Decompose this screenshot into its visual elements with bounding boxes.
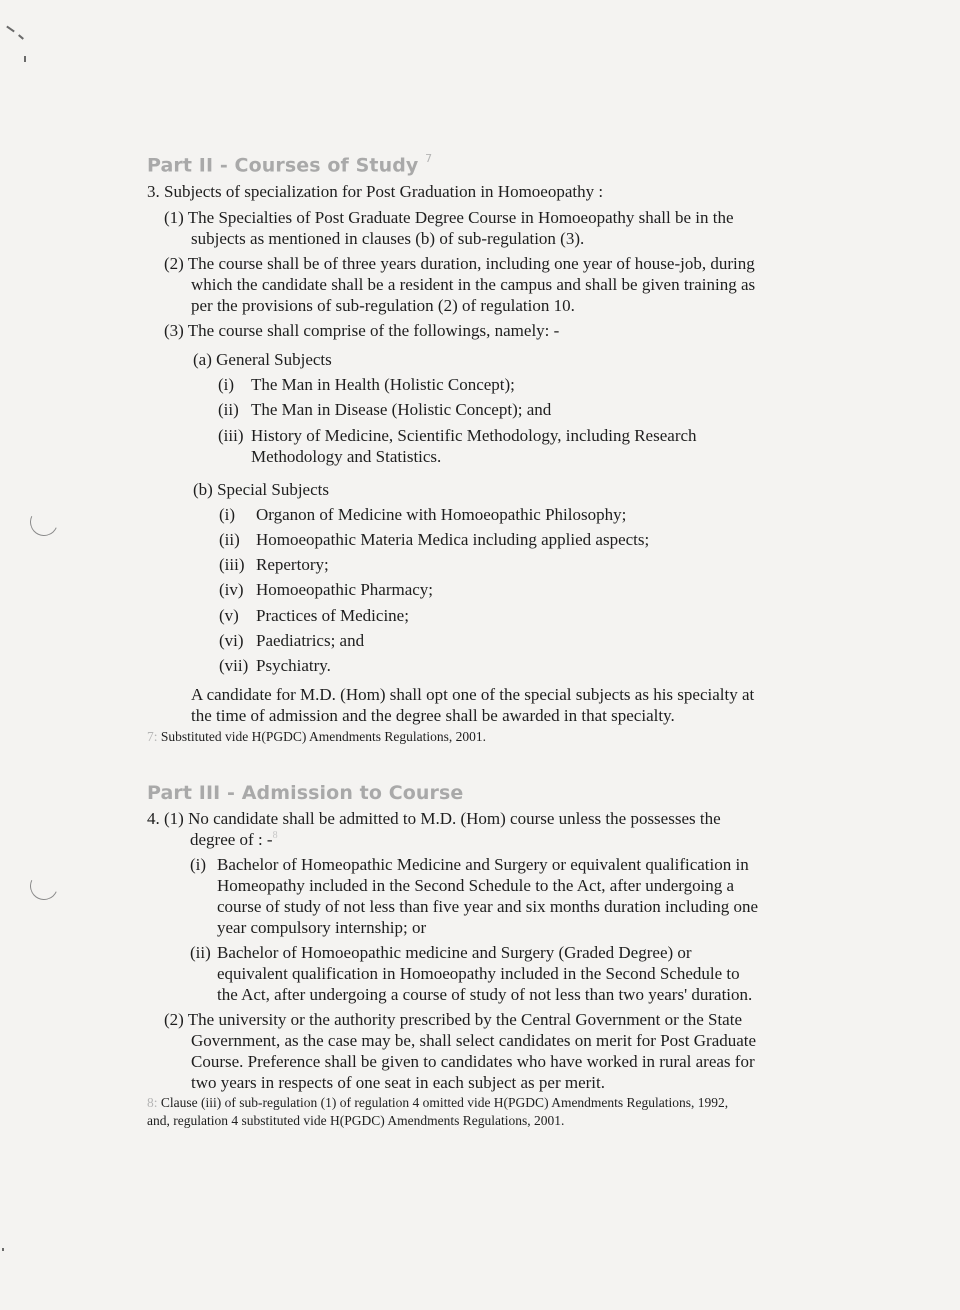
footnote-7-text: Substituted vide H(PGDC) Amendments Regulations, 2001. xyxy=(160,729,487,744)
general-item-continuation: Methodology and Statistics. xyxy=(251,447,442,466)
part-iii-sub-reg-2-line-3: Course. Preference shall be given to candidates who have worked in rural areas for xyxy=(191,1052,755,1071)
part-ii-heading xyxy=(147,154,432,176)
degree-item-ii-line-1: Bachelor of Homoeopathic medicine and Surgery (Graded Degree) or xyxy=(217,943,692,962)
degree-item-i-line-1: Bachelor of Homeopathic Medicine and Surgery or equivalent qualification in xyxy=(217,855,749,874)
special-item-number: (i) xyxy=(219,505,236,524)
part-iii-heading: Part III - Admission to Course xyxy=(147,782,464,804)
part-iii-sub-reg-2-line-1: (2) The university or the authority prescribed by the Central Government or the State xyxy=(164,1010,742,1029)
sub-reg-3: (3) The course shall comprise of the followings, namely: - xyxy=(164,321,560,340)
sub-reg-2-line-1: (2) The course shall be of three years duration, including one year of house-job, during xyxy=(164,254,755,273)
degree-item-i-line-3: course of study of not less than five year and six months duration including one xyxy=(217,897,759,916)
special-item-text: Paediatrics; and xyxy=(256,631,365,650)
special-item-text: Homoeopathic Materia Medica including applied aspects; xyxy=(256,530,650,549)
degree-item-ii-line-2: equivalent qualification in Homoeopathy included in the Second Schedule to xyxy=(217,964,740,983)
sub-reg-2-line-3: per the provisions of sub-regulation (2) of regulation 10. xyxy=(191,296,575,315)
general-item-text: The Man in Disease (Holistic Concept); and xyxy=(251,400,552,419)
special-subjects-heading: (b) Special Subjects xyxy=(193,480,329,499)
special-item-number: (iv) xyxy=(219,580,244,599)
clause-4-footnote-ref: 8 xyxy=(272,830,278,841)
footnote-7-mark: 7: xyxy=(147,729,158,744)
special-item-text: Homoeopathic Pharmacy; xyxy=(256,580,434,599)
degree-item-ii-number: (ii) xyxy=(190,943,211,962)
special-item-text: Practices of Medicine; xyxy=(256,606,409,625)
special-item-number: (v) xyxy=(219,606,239,625)
punch-hole-top xyxy=(26,504,62,540)
sub-reg-1-line-1: (1) The Specialties of Post Graduate Degree Course in Homoeopathy shall be in the xyxy=(164,208,734,227)
footnote-8-line-2: and, regulation 4 substituted vide H(PGDC) Amendments Regulations, 2001. xyxy=(147,1113,565,1128)
special-item-text: Psychiatry. xyxy=(256,656,331,675)
footnote-7 xyxy=(147,728,486,745)
special-item-number: (iii) xyxy=(219,555,245,574)
special-item xyxy=(219,504,626,525)
footnote-8-mark: 8: xyxy=(147,1095,158,1110)
degree-item-i-line-4: year compulsory internship; or xyxy=(217,918,427,937)
general-item xyxy=(218,374,515,395)
special-item xyxy=(219,579,433,600)
candidate-note-line-1: A candidate for M.D. (Hom) shall opt one of the special subjects as his specialty at xyxy=(191,685,755,704)
general-item-number: (ii) xyxy=(218,400,239,419)
special-item xyxy=(219,554,329,575)
part-ii-heading-text: Part II - Courses of Study xyxy=(147,154,419,177)
scan-speck xyxy=(18,34,24,39)
general-item xyxy=(218,399,551,420)
general-item-number: (iii) xyxy=(218,426,244,445)
special-item xyxy=(219,655,331,676)
degree-item-i-number: (i) xyxy=(190,855,207,874)
scan-speck xyxy=(6,26,15,33)
special-item-number: (ii) xyxy=(219,530,240,549)
sub-reg-2-line-2: which the candidate shall be a resident in the campus and shall be given training as xyxy=(191,275,756,294)
scan-speck xyxy=(24,56,26,62)
candidate-note-line-2: the time of admission and the degree shall be awarded in that specialty. xyxy=(191,706,675,725)
part-iii-sub-reg-2-line-4: two years in respects of one seat in each subject as per merit. xyxy=(191,1073,605,1092)
clause-4-line-1: 4. (1) No candidate shall be admitted to M.D. (Hom) course unless the possesses the xyxy=(147,809,721,828)
part-ii-footnote-ref: 7 xyxy=(425,152,433,165)
clause-4-line-2-text: degree of : - xyxy=(190,830,273,849)
degree-item-i-line-2: Homeopathy included in the Second Schedule to the Act, after undergoing a xyxy=(217,876,735,895)
general-item-text: The Man in Health (Holistic Concept); xyxy=(251,375,515,394)
special-item xyxy=(219,605,409,626)
general-item xyxy=(218,425,697,446)
general-subjects-heading: (a) General Subjects xyxy=(193,350,332,369)
footnote-8-text-1: Clause (iii) of sub-regulation (1) of regulation 4 omitted vide H(PGDC) Amendments Regulations, 1992, xyxy=(160,1095,729,1110)
clause-4-line-2 xyxy=(190,829,278,853)
special-item xyxy=(219,529,649,550)
part-iii-sub-reg-2-line-2: Government, as the case may be, shall select candidates on merit for Post Graduate xyxy=(191,1031,757,1050)
general-item-number: (i) xyxy=(218,375,235,394)
punch-hole-bottom xyxy=(26,868,62,904)
special-item-number: (vii) xyxy=(219,656,249,675)
special-item xyxy=(219,630,364,651)
general-item-text: History of Medicine, Scientific Methodology, including Research xyxy=(251,426,697,445)
footnote-8-line-1 xyxy=(147,1094,728,1111)
special-item-number: (vi) xyxy=(219,631,244,650)
clause-3: 3. Subjects of specialization for Post Graduation in Homoeopathy : xyxy=(147,182,604,201)
special-item-text: Organon of Medicine with Homoeopathic Philosophy; xyxy=(256,505,627,524)
scan-speck xyxy=(2,1248,4,1251)
degree-item-ii-line-3: the Act, after undergoing a course of study of not less than two years' duration. xyxy=(217,985,753,1004)
sub-reg-1-line-2: subjects as mentioned in clauses (b) of sub-regulation (3). xyxy=(191,229,585,248)
special-item-text: Repertory; xyxy=(256,555,329,574)
